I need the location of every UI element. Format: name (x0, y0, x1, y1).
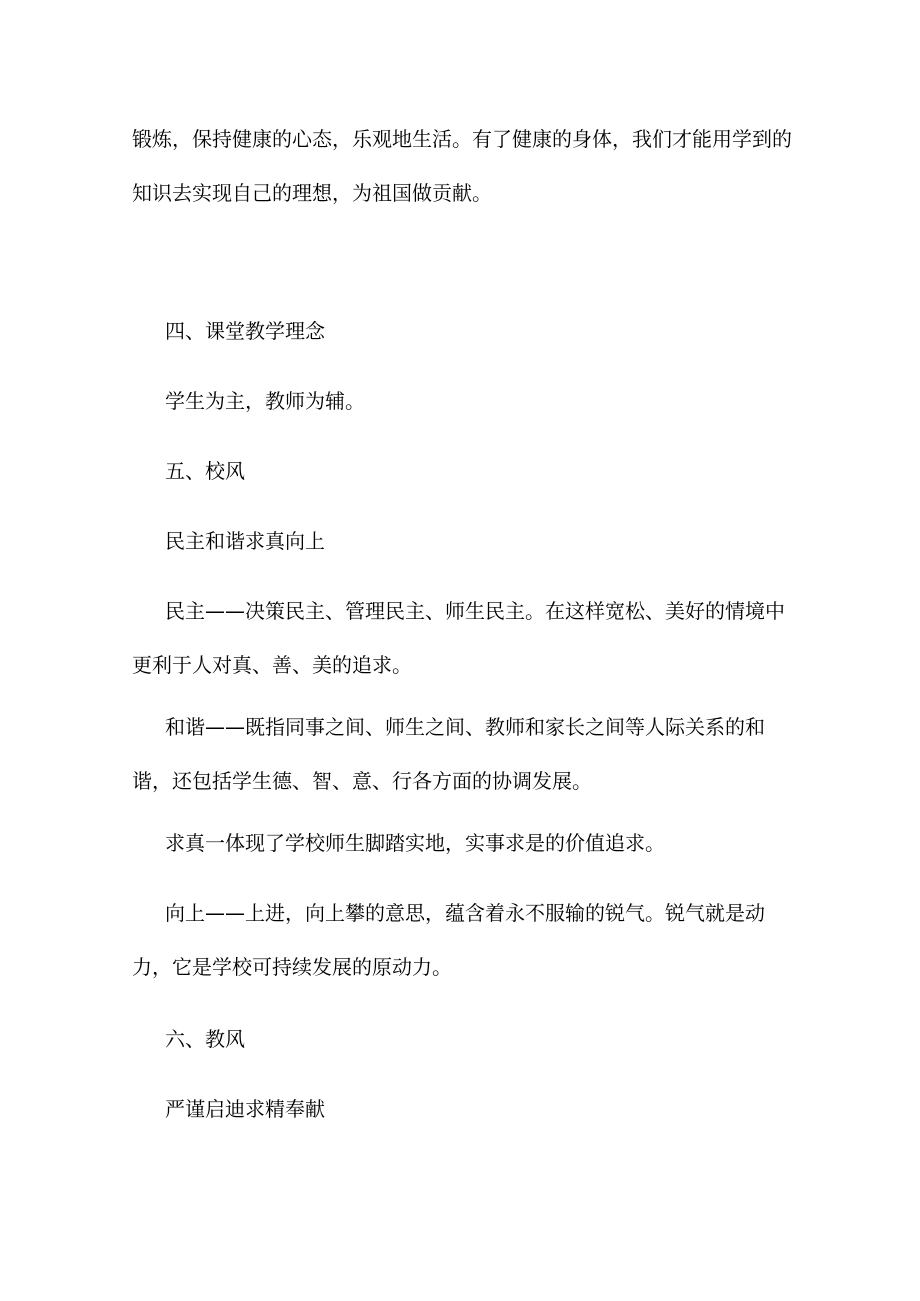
minzhu-paragraph: 民主——决策民主、管理民主、师生民主。在这样宽松、美好的情境中更利于人对真、善、美的追求。 (132, 599, 785, 677)
teaching-style-motto: 严谨启迪求精奉献 (165, 1097, 325, 1121)
section-heading-teaching-philosophy: 四、课堂教学理念 (165, 319, 325, 343)
xiangshang-paragraph: 向上——上进，向上攀的意思，蕴含着永不服输的锐气。锐气就是动力，它是学校可持续发展的原动力。 (132, 901, 765, 979)
teaching-philosophy-text: 学生为主，教师为辅。 (165, 389, 365, 413)
section-heading-teaching-style: 六、教风 (165, 1027, 245, 1051)
section-heading-school-spirit: 五、校风 (165, 459, 245, 483)
hexie-paragraph: 和谐——既指同事之间、师生之间、教师和家长之间等人际关系的和谐，还包括学生德、智、意、行各方面的协调发展。 (132, 715, 765, 793)
continuation-paragraph: 锻炼，保持健康的心态，乐观地生活。有了健康的身体，我们才能用学到的知识去实现自己的理想，为祖国做贡献。 (132, 127, 792, 205)
qiuzhen-paragraph: 求真一体现了学校师生脚踏实地，实事求是的价值追求。 (165, 831, 665, 855)
school-spirit-motto: 民主和谐求真向上 (165, 529, 325, 553)
